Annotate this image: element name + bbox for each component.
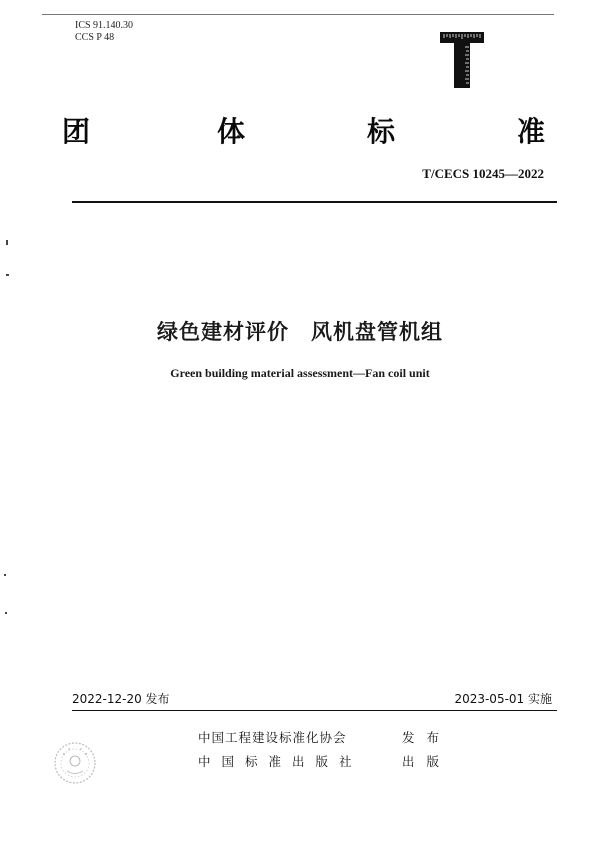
issuer-action: 发 布 <box>402 730 443 745</box>
publish-date: 2022-12-20 发布 <box>72 692 170 706</box>
footer-divider <box>72 710 557 711</box>
top-border-line <box>42 14 554 15</box>
standard-number: T/CECS 10245—2022 <box>422 166 544 181</box>
implement-date: 2023-05-01 实施 <box>454 692 552 706</box>
classification-codes <box>75 20 133 44</box>
standard-type-char: 标 <box>367 115 396 148</box>
standard-type-char: 团 <box>62 115 91 148</box>
ccs-code: CCS P 48 <box>75 32 115 43</box>
publisher-organization: 中国标准出版社 <box>198 754 363 769</box>
publisher-action: 出 版 <box>402 754 443 769</box>
document-title-chinese: 绿色建材评价 风机盘管机组 <box>157 320 443 344</box>
scan-artifact <box>5 612 7 614</box>
header-divider <box>72 201 557 203</box>
circular-seal-icon <box>52 740 98 786</box>
standard-type-char: 体 <box>217 115 246 148</box>
standard-type-heading <box>62 110 552 150</box>
standard-type-char: 准 <box>517 115 546 148</box>
ics-code: ICS 91.140.30 <box>75 20 134 31</box>
issuer-organization: 中国工程建设标准化协会 <box>198 730 347 745</box>
scan-artifact <box>6 274 9 276</box>
scan-artifact <box>4 574 6 576</box>
scan-artifact <box>6 240 8 245</box>
document-title-english: Green building material assessment—Fan coil unit <box>170 366 430 380</box>
t-ruler-logo-icon <box>437 30 487 90</box>
